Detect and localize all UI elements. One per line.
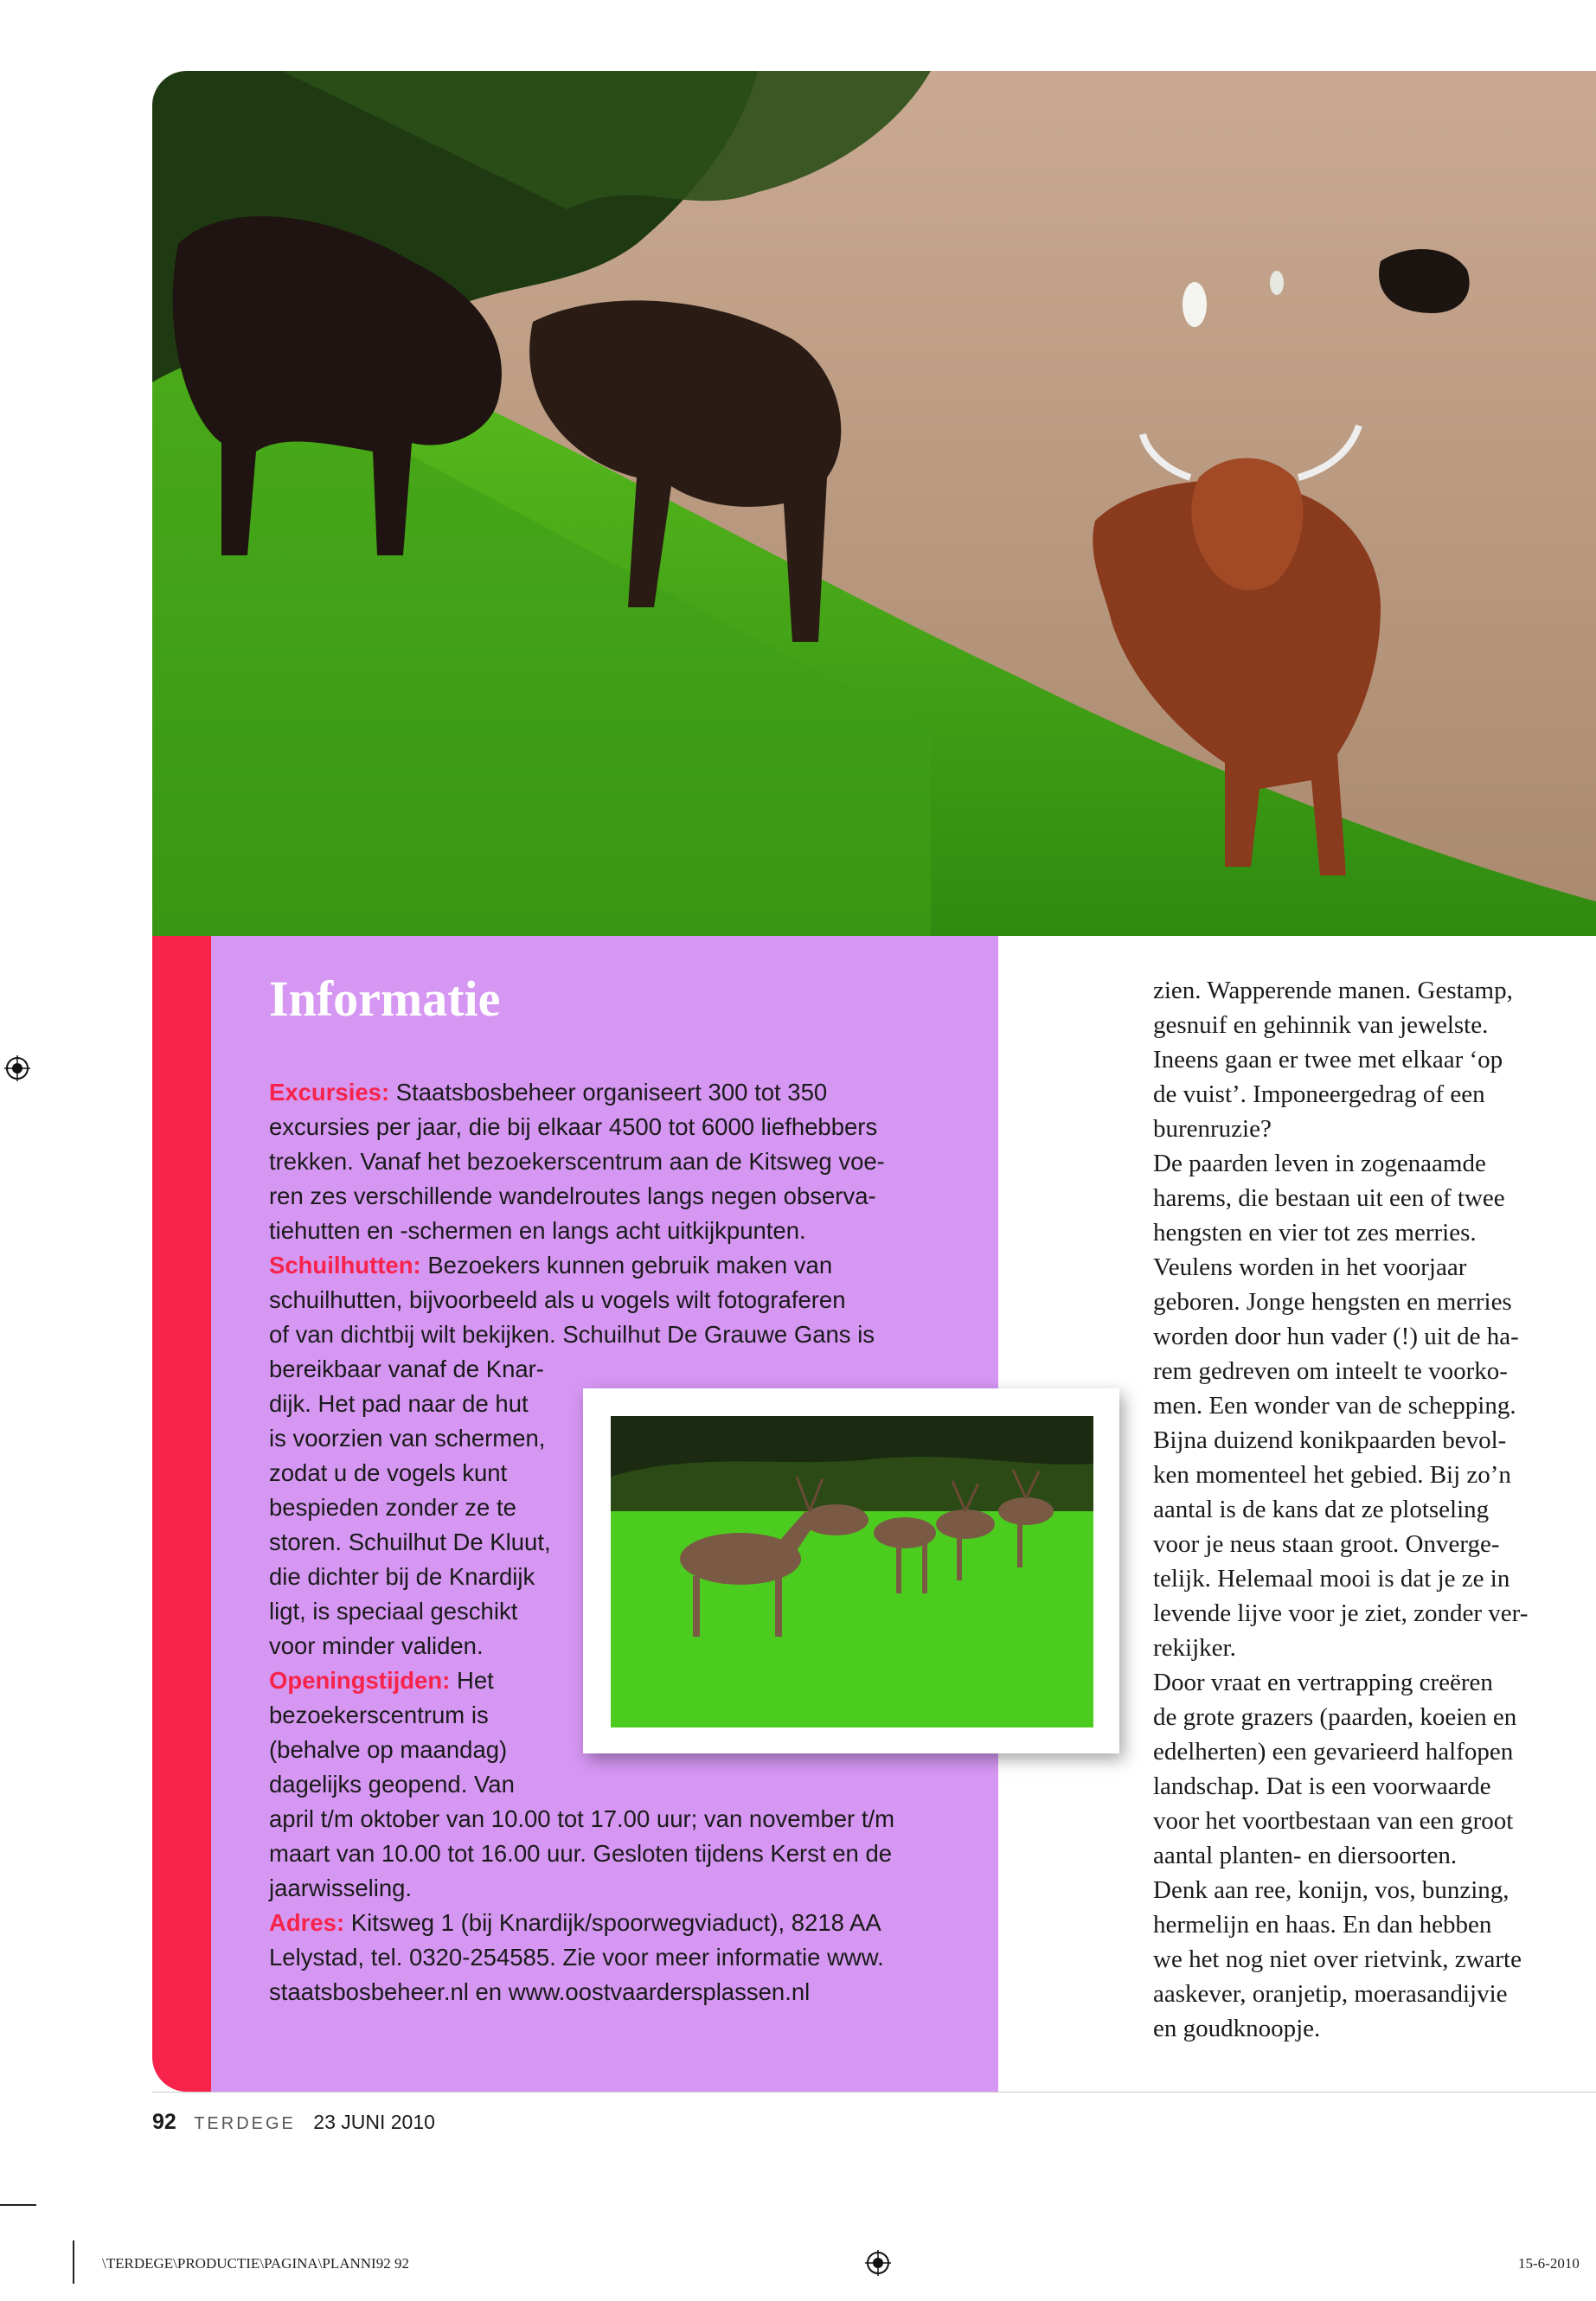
deer-photo [583, 1388, 1119, 1753]
body-line: telijk. Helemaal mooi is dat je ze in [1153, 1565, 1510, 1593]
body-line: de vuist’. Imponeergedrag of een [1153, 1080, 1485, 1108]
info-line: staatsbosbeheer.nl en www.oostvaardersplassen.nl [269, 1978, 811, 2005]
body-line: rekijker. [1153, 1634, 1236, 1662]
body-line: voor je neus staan groot. Onverge- [1153, 1530, 1500, 1558]
info-line: ren zes verschillende wandelroutes langs negen observa- [269, 1183, 876, 1209]
info-line: april t/m oktober van 10.00 tot 17.00 uur; van november t/m [269, 1805, 895, 1832]
info-line: Schuilhutten: Bezoekers kunnen gebruik maken van [269, 1252, 833, 1279]
info-line: excursies per jaar, die bij elkaar 4500 tot 6000 liefhebbers [269, 1113, 878, 1140]
body-line: Bijna duizend konikpaarden bevol- [1153, 1426, 1507, 1454]
body-line: hengsten en vier tot zes merries. [1153, 1219, 1477, 1247]
info-line: (behalve op maandag) [269, 1736, 508, 1763]
body-line: en goudknoopje. [1153, 2015, 1321, 2042]
body-line: Door vraat en vertrapping creëren [1153, 1669, 1493, 1696]
body-line: landschap. Dat is een voorwaarde [1153, 1772, 1491, 1800]
info-line: trekken. Vanaf het bezoekerscentrum aan de Kitsweg voe- [269, 1148, 885, 1175]
hero-photo [152, 71, 1596, 936]
page-number: 92 [152, 2110, 176, 2134]
body-line: De paarden leven in zogenaamde [1153, 1150, 1486, 1177]
body-line: Veulens worden in het voorjaar [1153, 1253, 1467, 1281]
body-line: aantal is de kans dat ze plotseling [1153, 1496, 1490, 1523]
registration-mark-icon [4, 1055, 30, 1081]
divider [152, 2092, 1596, 2093]
info-line: bereikbaar vanaf de Knar- [269, 1356, 544, 1382]
registration-mark-icon [865, 2250, 891, 2276]
info-line: bezoekerscentrum is [269, 1702, 489, 1728]
body-line: de grote grazers (paarden, koeien en [1153, 1703, 1517, 1731]
info-line: dagelijks geopend. Van [269, 1771, 515, 1798]
body-line: rem gedreven om inteelt te voorko- [1153, 1357, 1508, 1385]
body-line: aantal planten- en diersoorten. [1153, 1842, 1458, 1869]
info-line: storen. Schuilhut De Kluut, [269, 1529, 551, 1555]
body-line: burenruzie? [1153, 1115, 1272, 1143]
magazine-name: TERDEGE [194, 2114, 296, 2133]
info-line: tiehutten en -schermen en langs acht uitkijkpunten. [269, 1217, 806, 1244]
page-footer [152, 2109, 435, 2137]
body-line: levende lijve voor je ziet, zonder ver- [1153, 1599, 1529, 1627]
info-line: Lelystad, tel. 0320-254585. Zie voor meer informatie www. [269, 1944, 884, 1971]
info-line: is voorzien van schermen, [269, 1425, 546, 1452]
info-line: Excursies: Staatsbosbeheer organiseert 300 tot 350 [269, 1079, 828, 1106]
body-line: we het nog niet over rietvink, zwarte [1153, 1945, 1522, 1973]
print-slug-date: 15-6-2010 [1518, 2255, 1580, 2272]
info-line: jaarwisseling. [269, 1875, 413, 1901]
info-line: dijk. Het pad naar de hut [269, 1390, 529, 1417]
body-line: Denk aan ree, konijn, vos, bunzing, [1153, 1876, 1509, 1904]
info-line: voor minder validen. [269, 1632, 484, 1659]
body-line: voor het voortbestaan van een groot [1153, 1807, 1514, 1835]
info-line: Adres: Kitsweg 1 (bij Knardijk/spoorwegviaduct), 8218 AA [269, 1909, 881, 1936]
info-line: bespieden zonder ze te [269, 1494, 516, 1521]
body-line: hermelijn en haas. En dan hebben [1153, 1911, 1492, 1939]
info-title: Informatie [269, 971, 501, 1027]
info-line: Openingstijden: Het [269, 1667, 494, 1694]
body-line: ken momenteel het gebied. Bij zo’n [1153, 1461, 1511, 1489]
body-line: geboren. Jonge hengsten en merries [1153, 1288, 1512, 1316]
print-slug-path: \TERDEGE\PRODUCTIE\PAGINA\PLANNI92 92 [102, 2255, 409, 2272]
accent-bar [152, 936, 211, 2092]
info-line: ligt, is speciaal geschikt [269, 1598, 518, 1625]
info-line: schuilhutten, bijvoorbeeld als u vogels wilt fotograferen [269, 1286, 846, 1313]
body-line: worden door hun vader (!) uit de ha- [1153, 1323, 1519, 1350]
body-line: edelherten) een gevarieerd halfopen [1153, 1738, 1514, 1766]
body-line: harems, die bestaan uit een of twee [1153, 1184, 1505, 1212]
body-line: men. Een wonder van de schepping. [1153, 1392, 1516, 1420]
info-line: of van dichtbij wilt bekijken. Schuilhut De Grauwe Gans is [269, 1321, 875, 1348]
body-line: zien. Wapperende manen. Gestamp, [1153, 977, 1513, 1004]
body-line: Ineens gaan er twee met elkaar ‘op [1153, 1046, 1503, 1074]
body-line: aaskever, oranjetip, moerasandijvie [1153, 1980, 1508, 2008]
info-line: die dichter bij de Knardijk [269, 1563, 535, 1590]
issue-date: 23 JUNI 2010 [313, 2111, 435, 2133]
crop-mark [73, 2240, 74, 2284]
body-line: gesnuif en gehinnik van jewelste. [1153, 1011, 1489, 1039]
info-line: maart van 10.00 tot 16.00 uur. Gesloten tijdens Kerst en de [269, 1840, 893, 1867]
info-line: zodat u de vogels kunt [269, 1459, 508, 1486]
crop-mark [0, 2204, 36, 2206]
